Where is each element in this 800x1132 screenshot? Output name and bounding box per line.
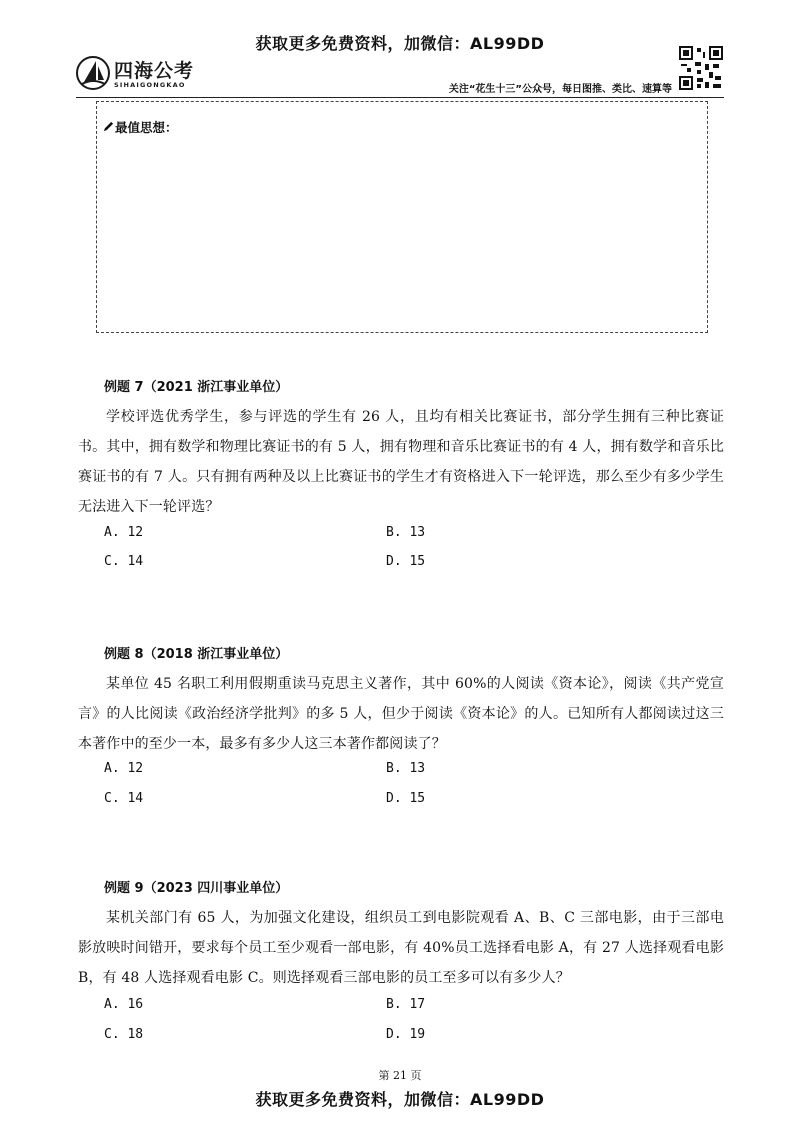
option-a: A. 12	[104, 761, 144, 776]
question-title: 例题 9（2023 四川事业单位）	[104, 881, 289, 896]
header-note: 关注“花生十三”公众号，每日图推、类比、速算等	[448, 84, 672, 95]
logo-sail-icon	[76, 56, 110, 90]
option-d: D. 15	[386, 791, 426, 806]
pencil-icon	[103, 121, 114, 132]
option-c: C. 14	[104, 791, 144, 806]
logo	[76, 56, 246, 96]
question-title: 例题 8（2018 浙江事业单位）	[104, 647, 289, 662]
option-a: A. 12	[104, 525, 144, 540]
header-divider	[76, 97, 724, 98]
option-b: B. 13	[386, 761, 426, 776]
qr-code-icon	[679, 46, 723, 90]
logo-text: 四海公考	[114, 60, 195, 82]
option-b: B. 17	[386, 997, 426, 1012]
option-c: C. 14	[104, 554, 144, 569]
watermark-bottom: 获取更多免费资料，加微信：AL99DD	[255, 1090, 545, 1109]
page-number: 第 21 页	[378, 1069, 422, 1082]
question-title: 例题 7（2021 浙江事业单位）	[104, 380, 289, 395]
watermark-top: 获取更多免费资料，加微信：AL99DD	[255, 34, 545, 53]
thinking-label-text: 最值思想：	[115, 120, 178, 135]
logo-subtext: SIHAIGONGKAO	[114, 81, 186, 89]
option-b: B. 13	[386, 525, 426, 540]
thinking-label	[103, 118, 178, 136]
option-a: A. 16	[104, 997, 144, 1012]
question-body: 某单位 45 名职工利用假期重读马克思主义著作，其中 60%的人阅读《资本论》，阅读《共产党宣言》的人比阅读《政治经济学批判》的多 5 人，但少于阅读《资本论》的人。已知所有人都阅读过这三本著作中的至少一本，最多有多少人这三本著作都阅读了？	[78, 676, 724, 752]
option-d: D. 15	[386, 554, 426, 569]
option-d: D. 19	[386, 1027, 426, 1042]
question-body: 学校评选优秀学生，参与评选的学生有 26 人，且均有相关比赛证书，部分学生拥有三种比赛证书。其中，拥有数学和物理比赛证书的有 5 人，拥有物理和音乐比赛证书的有 4 人，拥有数学和音乐比赛证书的有 7 人。只有拥有两种及以上比赛证书的学生才有资格进入下一轮评选，那么至少有多少学生无法进入下一轮评选？	[78, 409, 724, 515]
thinking-notes-box	[96, 101, 708, 333]
question-body: 某机关部门有 65 人，为加强文化建设，组织员工到电影院观看 A、B、C 三部电影，由于三部电影放映时间错开，要求每个员工至少观看一部电影，有 40%员工选择看电影 A，有 27 人选择观看电影 B，有 48 人选择观看电影 C。则选择观看三部电影的员工至多可以有多少人？	[78, 910, 724, 986]
option-c: C. 18	[104, 1027, 144, 1042]
